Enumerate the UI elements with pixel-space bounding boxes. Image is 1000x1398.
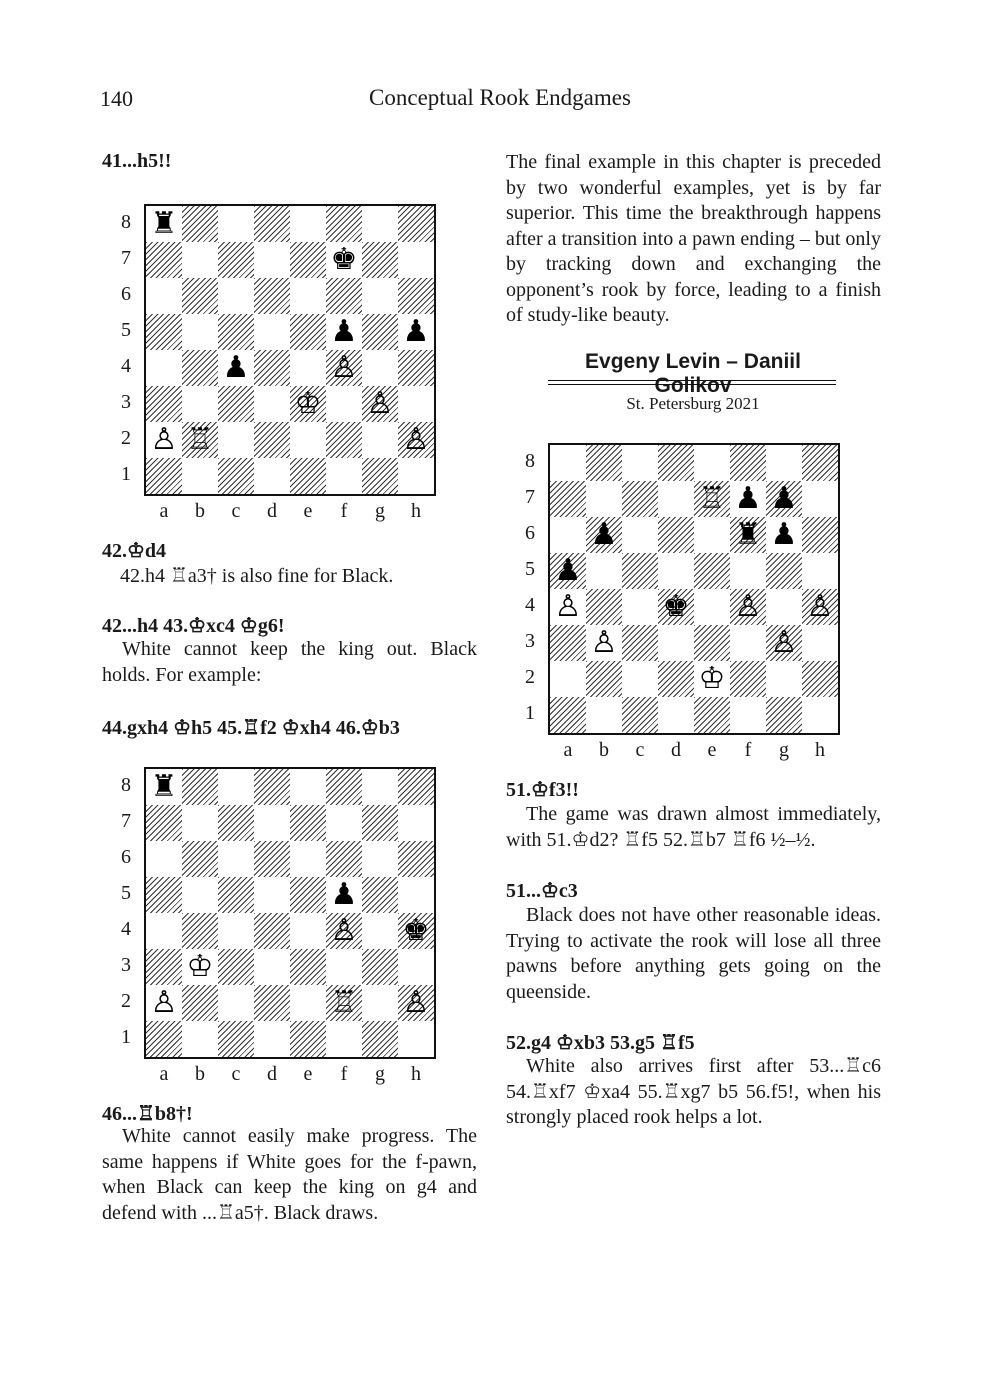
square-d6 [254, 278, 290, 314]
square-d7 [658, 481, 694, 517]
square-d8 [658, 445, 694, 481]
square-g5 [362, 314, 398, 350]
square-d2 [658, 661, 694, 697]
square-a1 [550, 697, 586, 733]
square-b8 [586, 445, 622, 481]
piece-f4: ♙ [734, 589, 762, 624]
square-h7 [398, 242, 434, 278]
square-d4 [254, 350, 290, 386]
square-g2 [362, 985, 398, 1021]
piece-a2: ♙ [150, 985, 178, 1020]
square-h8 [398, 769, 434, 805]
square-e7 [290, 805, 326, 841]
square-h8 [802, 445, 838, 481]
square-e5 [694, 553, 730, 589]
square-c3 [218, 386, 254, 422]
game-title: Evgeny Levin – Daniil Golikov [585, 350, 801, 397]
file-label: a [563, 739, 573, 761]
square-d3 [254, 386, 290, 422]
square-c4 [622, 589, 658, 625]
square-h5 [398, 877, 434, 913]
square-f6 [326, 278, 362, 314]
piece-b3: ♙ [590, 625, 618, 660]
square-a6 [146, 278, 182, 314]
commentary [102, 1124, 477, 1226]
file-label: c [635, 739, 645, 761]
square-f8 [730, 445, 766, 481]
square-d8 [254, 206, 290, 242]
file-label: h [411, 500, 421, 522]
file-label: d [267, 500, 277, 522]
square-e4 [290, 350, 326, 386]
piece-f7: ♟ [734, 481, 762, 516]
square-g1 [362, 1021, 398, 1057]
square-c5 [218, 314, 254, 350]
piece-f4: ♙ [330, 913, 358, 948]
chess-diagram [144, 204, 436, 496]
piece-e2: ♔ [698, 661, 726, 696]
square-b7 [586, 481, 622, 517]
piece-b6: ♟ [590, 517, 618, 552]
square-c4 [218, 913, 254, 949]
square-a5 [146, 314, 182, 350]
file-label: g [779, 739, 789, 761]
square-h1 [802, 697, 838, 733]
square-a4 [146, 350, 182, 386]
chess-diagram [144, 767, 436, 1059]
move-heading: 51...♔c3 [506, 880, 578, 902]
square-g5 [362, 877, 398, 913]
square-c2 [622, 661, 658, 697]
square-a4 [146, 913, 182, 949]
game-venue: St. Petersburg 2021 [626, 394, 760, 413]
file-label: h [411, 1063, 421, 1085]
square-c2 [218, 985, 254, 1021]
intro-paragraph [506, 150, 881, 329]
title-rule [548, 384, 836, 385]
square-e1 [290, 458, 326, 494]
rank-label: 5 [121, 882, 131, 904]
square-h4 [398, 350, 434, 386]
square-h6 [398, 278, 434, 314]
piece-h5: ♟ [402, 314, 430, 349]
file-label: c [231, 1063, 241, 1085]
commentary [506, 903, 881, 1005]
rank-label: 5 [121, 319, 131, 341]
square-e2 [290, 985, 326, 1021]
piece-g3: ♙ [366, 386, 394, 421]
square-f1 [326, 1021, 362, 1057]
square-h8 [398, 206, 434, 242]
piece-f5: ♟ [330, 877, 358, 912]
square-g4 [362, 913, 398, 949]
running-title: Conceptual Rook Endgames [369, 85, 631, 110]
piece-a8: ♜ [150, 769, 178, 804]
square-c7 [218, 242, 254, 278]
file-label: e [303, 500, 313, 522]
move-heading: 42.♔d4 [102, 540, 167, 562]
square-g8 [362, 206, 398, 242]
piece-a2: ♙ [150, 422, 178, 457]
piece-b2: ♖ [186, 422, 214, 457]
square-e6 [290, 278, 326, 314]
square-b4 [586, 589, 622, 625]
piece-e7: ♖ [698, 481, 726, 516]
square-e8 [290, 769, 326, 805]
square-e6 [694, 517, 730, 553]
move-heading: 52.g4 ♔xb3 53.g5 ♖f5 [506, 1032, 695, 1054]
rank-label: 1 [121, 1026, 131, 1048]
rank-label: 1 [525, 702, 535, 724]
file-label: c [231, 500, 241, 522]
square-a5 [146, 877, 182, 913]
move-heading: 44.gxh4 ♔h5 45.♖f2 ♔xh4 46.♔b3 [102, 717, 400, 739]
file-label: e [303, 1063, 313, 1085]
square-c1 [218, 458, 254, 494]
square-h5 [802, 553, 838, 589]
square-a6 [550, 517, 586, 553]
commentary [102, 637, 477, 688]
square-f8 [326, 769, 362, 805]
move-heading: 42...h4 43.♔xc4 ♔g6! [102, 615, 285, 637]
square-a6 [146, 841, 182, 877]
rank-label: 7 [121, 810, 131, 832]
square-h3 [802, 625, 838, 661]
square-d2 [254, 985, 290, 1021]
square-d7 [254, 805, 290, 841]
square-f2 [326, 422, 362, 458]
square-h2 [802, 661, 838, 697]
square-c6 [218, 841, 254, 877]
square-a1 [146, 458, 182, 494]
square-h3 [398, 386, 434, 422]
square-e7 [290, 242, 326, 278]
square-d5 [254, 877, 290, 913]
square-b3 [182, 386, 218, 422]
rank-label: 8 [525, 450, 535, 472]
commentary-text: White cannot keep the king out. Black holds. For example: [102, 638, 477, 686]
square-h6 [802, 517, 838, 553]
piece-f7: ♚ [330, 242, 358, 277]
file-label: b [599, 739, 609, 761]
square-f8 [326, 206, 362, 242]
square-h1 [398, 1021, 434, 1057]
commentary-text: The game was drawn almost immediately, with 51.♔d2? ♖f5 52.♖b7 ♖f6 ½–½. [506, 803, 881, 851]
rank-label: 7 [121, 247, 131, 269]
square-f3 [326, 949, 362, 985]
rank-label: 6 [525, 522, 535, 544]
rank-label: 4 [121, 355, 131, 377]
square-c5 [218, 877, 254, 913]
square-b2 [586, 661, 622, 697]
rank-label: 6 [121, 283, 131, 305]
square-c3 [218, 949, 254, 985]
square-d2 [254, 422, 290, 458]
file-label: g [375, 1063, 385, 1085]
square-e5 [290, 877, 326, 913]
square-h1 [398, 458, 434, 494]
square-h3 [398, 949, 434, 985]
square-g4 [362, 350, 398, 386]
file-label: e [707, 739, 717, 761]
square-c5 [622, 553, 658, 589]
square-a1 [146, 1021, 182, 1057]
square-d1 [658, 697, 694, 733]
piece-g3: ♙ [770, 625, 798, 660]
square-c8 [218, 206, 254, 242]
piece-h2: ♙ [402, 422, 430, 457]
square-f3 [730, 625, 766, 661]
square-g7 [362, 242, 398, 278]
rank-label: 3 [121, 954, 131, 976]
square-c1 [218, 1021, 254, 1057]
piece-g6: ♟ [770, 517, 798, 552]
file-label: b [195, 500, 205, 522]
square-a7 [146, 242, 182, 278]
rank-label: 4 [525, 594, 535, 616]
square-e6 [290, 841, 326, 877]
file-label: f [340, 1063, 348, 1085]
piece-g7: ♟ [770, 481, 798, 516]
square-b1 [182, 1021, 218, 1057]
square-d4 [254, 913, 290, 949]
square-b1 [586, 697, 622, 733]
square-h7 [802, 481, 838, 517]
square-d5 [254, 314, 290, 350]
square-d3 [254, 949, 290, 985]
square-b7 [182, 242, 218, 278]
square-b7 [182, 805, 218, 841]
square-d5 [658, 553, 694, 589]
intro-text: The final example in this chapter is preceded by two wonderful examples, yet is by far superior. This time the breakthrough happens after a transition into a pawn ending – but only by tracking down and exchanging the opponent’s rook by force, leading to a finish of study-like beauty. [506, 151, 881, 326]
square-b5 [586, 553, 622, 589]
square-e3 [694, 625, 730, 661]
file-label: h [815, 739, 825, 761]
square-g2 [362, 422, 398, 458]
commentary-text: White cannot easily make progress. The same happens if White goes for the f-pawn, when Black can keep the king on g4 and defend with ...♖a5†. Black draws. [102, 1125, 477, 1224]
file-label: d [671, 739, 681, 761]
commentary-text: White also arrives first after 53...♖c6 54.♖xf7 ♔xa4 55.♖xg7 b5 56.f5!, when his strongly placed rook helps a lot. [506, 1055, 881, 1128]
square-b5 [182, 877, 218, 913]
square-a7 [550, 481, 586, 517]
square-g3 [362, 949, 398, 985]
variation-note: 42.h4 ♖a3† is also fine for Black. [120, 565, 394, 587]
square-d8 [254, 769, 290, 805]
file-label: d [267, 1063, 277, 1085]
rank-label: 7 [525, 486, 535, 508]
square-c6 [622, 517, 658, 553]
square-c7 [622, 481, 658, 517]
square-b4 [182, 350, 218, 386]
piece-e3: ♔ [294, 386, 322, 421]
square-b2 [182, 985, 218, 1021]
square-g2 [766, 661, 802, 697]
square-g6 [362, 278, 398, 314]
square-c2 [218, 422, 254, 458]
square-a7 [146, 805, 182, 841]
piece-f5: ♟ [330, 314, 358, 349]
piece-b3: ♔ [186, 949, 214, 984]
square-c8 [218, 769, 254, 805]
rank-label: 4 [121, 918, 131, 940]
page-number: 140 [100, 86, 133, 111]
board-squares [146, 206, 434, 494]
square-e1 [290, 1021, 326, 1057]
rank-label: 8 [121, 211, 131, 233]
piece-h4: ♚ [402, 913, 430, 948]
square-f1 [730, 697, 766, 733]
square-e8 [290, 206, 326, 242]
square-e2 [290, 422, 326, 458]
square-d1 [254, 458, 290, 494]
piece-a5: ♟ [554, 553, 582, 588]
file-label: f [744, 739, 752, 761]
rank-label: 8 [121, 774, 131, 796]
piece-f2: ♖ [330, 985, 358, 1020]
rank-label: 2 [121, 427, 131, 449]
piece-h4: ♙ [806, 589, 834, 624]
board-squares [146, 769, 434, 1057]
rank-label: 3 [121, 391, 131, 413]
square-d7 [254, 242, 290, 278]
square-b8 [182, 206, 218, 242]
square-g1 [362, 458, 398, 494]
square-b1 [182, 458, 218, 494]
square-e4 [290, 913, 326, 949]
square-e8 [694, 445, 730, 481]
square-d3 [658, 625, 694, 661]
square-c1 [622, 697, 658, 733]
board-squares [550, 445, 838, 733]
square-b6 [182, 841, 218, 877]
square-a8 [550, 445, 586, 481]
piece-d4: ♚ [662, 589, 690, 624]
rank-label: 6 [121, 846, 131, 868]
square-e5 [290, 314, 326, 350]
square-b6 [182, 278, 218, 314]
square-c8 [622, 445, 658, 481]
commentary-text: Black does not have other reasonable ideas. Trying to activate the rook will lose all three pawns before anything gets going on the queenside. [506, 904, 881, 1003]
square-e3 [290, 949, 326, 985]
square-f6 [326, 841, 362, 877]
square-f2 [730, 661, 766, 697]
piece-a8: ♜ [150, 206, 178, 241]
rank-label: 2 [121, 990, 131, 1012]
piece-h2: ♙ [402, 985, 430, 1020]
square-g1 [766, 697, 802, 733]
square-b8 [182, 769, 218, 805]
square-h7 [398, 805, 434, 841]
square-d1 [254, 1021, 290, 1057]
title-rule [548, 380, 836, 381]
square-g7 [362, 805, 398, 841]
move-heading: 51.♔f3!! [506, 779, 579, 801]
square-g4 [766, 589, 802, 625]
commentary [506, 802, 881, 853]
square-b5 [182, 314, 218, 350]
rank-label: 2 [525, 666, 535, 688]
square-a2 [550, 661, 586, 697]
square-g6 [362, 841, 398, 877]
file-label: a [159, 1063, 169, 1085]
square-g5 [766, 553, 802, 589]
square-a3 [146, 949, 182, 985]
square-f3 [326, 386, 362, 422]
square-c6 [218, 278, 254, 314]
square-d6 [658, 517, 694, 553]
square-c7 [218, 805, 254, 841]
piece-a4: ♙ [554, 589, 582, 624]
piece-c4: ♟ [222, 350, 250, 385]
rank-label: 3 [525, 630, 535, 652]
piece-f6: ♜ [734, 517, 762, 552]
file-label: b [195, 1063, 205, 1085]
square-e4 [694, 589, 730, 625]
square-f1 [326, 458, 362, 494]
commentary [506, 1054, 881, 1131]
chess-diagram [548, 443, 840, 735]
square-e1 [694, 697, 730, 733]
square-c3 [622, 625, 658, 661]
square-b4 [182, 913, 218, 949]
square-h6 [398, 841, 434, 877]
square-d6 [254, 841, 290, 877]
rank-label: 1 [121, 463, 131, 485]
square-a3 [550, 625, 586, 661]
piece-f4: ♙ [330, 350, 358, 385]
file-label: a [159, 500, 169, 522]
rank-label: 5 [525, 558, 535, 580]
move-heading: 41...h5!! [102, 150, 172, 172]
square-f7 [326, 805, 362, 841]
file-label: f [340, 500, 348, 522]
square-g8 [766, 445, 802, 481]
file-label: g [375, 500, 385, 522]
move-heading: 46...♖b8†! [102, 1103, 193, 1125]
square-f5 [730, 553, 766, 589]
square-g8 [362, 769, 398, 805]
square-a3 [146, 386, 182, 422]
